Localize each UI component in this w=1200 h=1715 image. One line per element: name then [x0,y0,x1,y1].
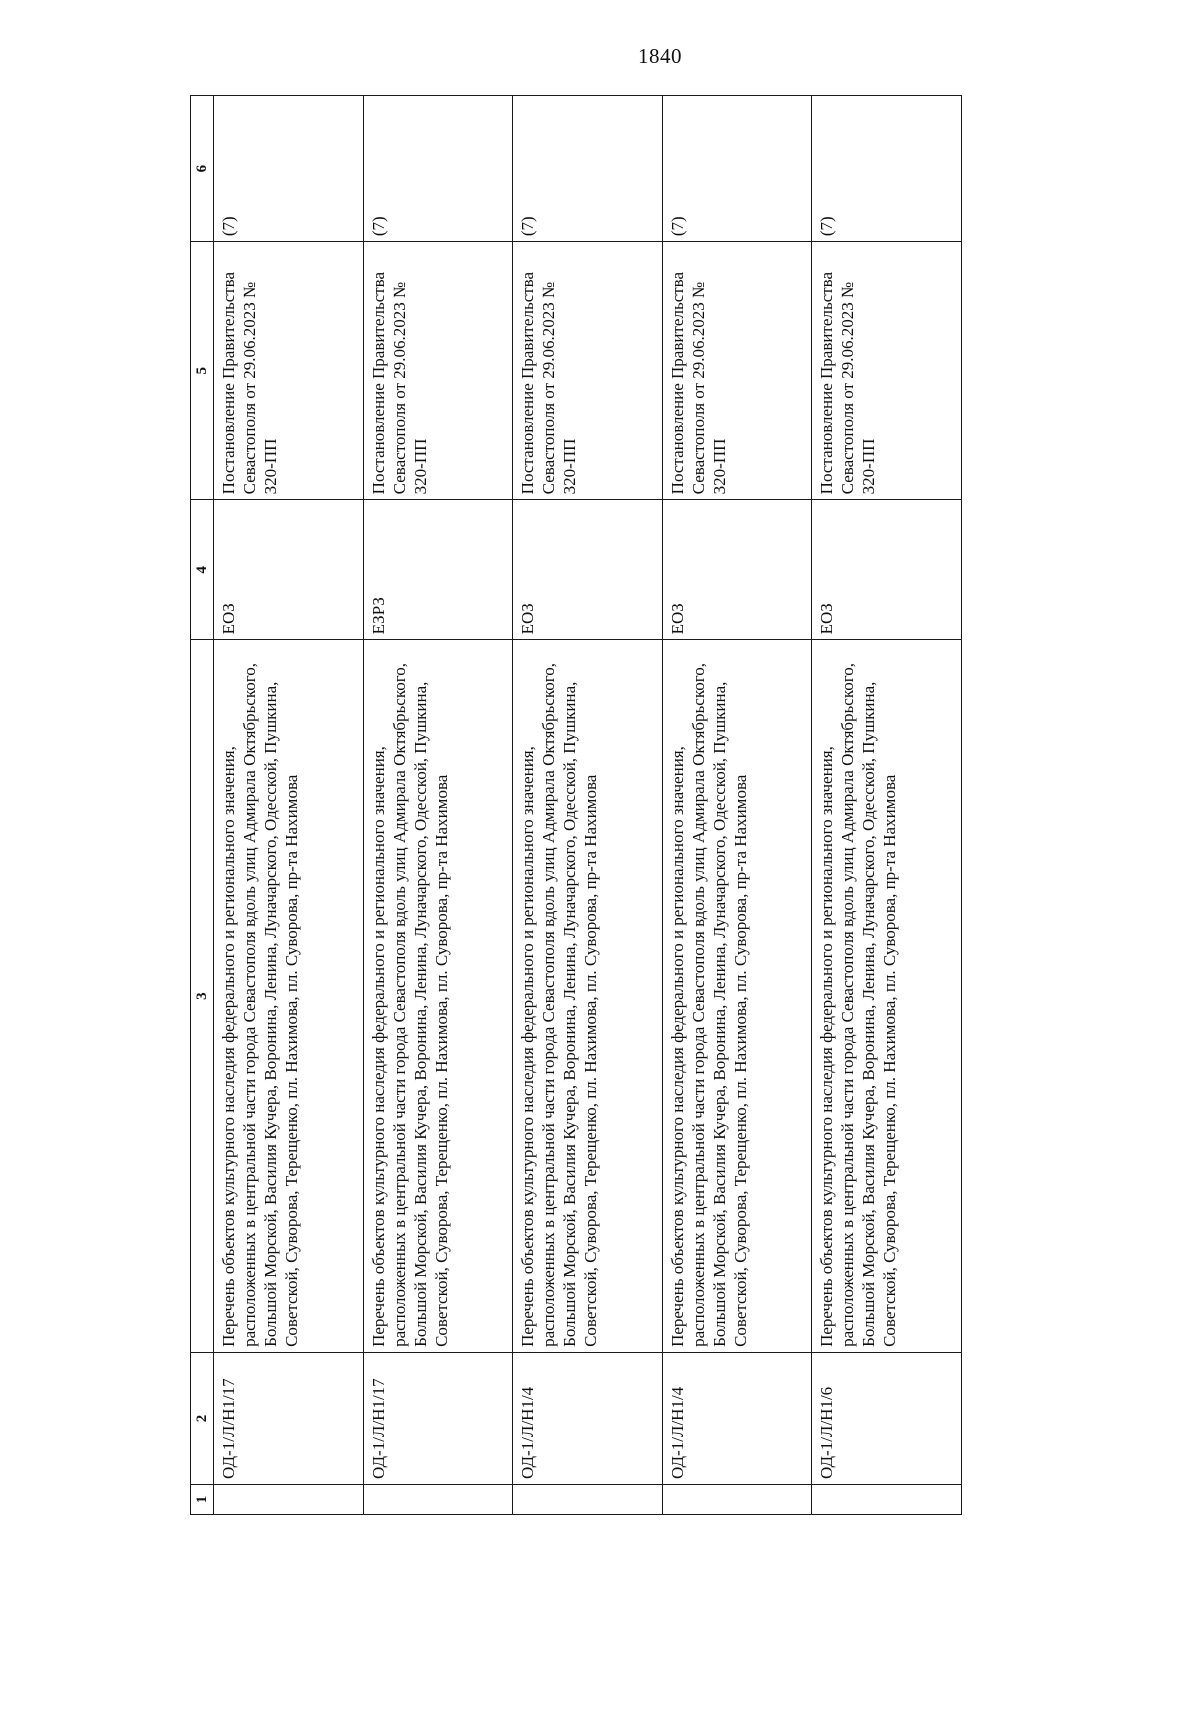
row-number-cell [513,1484,663,1514]
column-header-1: 1 [191,1484,214,1514]
legal-document-cell: Постановление Правительства Севастополя от 29.06.2023 № 320-ПП [363,242,513,500]
note-cell: (7) [214,96,364,242]
row-number-cell [662,1484,812,1514]
description-cell: Перечень объектов культурного наследия федерального и регионального значения, расположенных в центральной части города Севастополя вдоль улиц Адмирала Октябрьского, Большой Морской, Василия Кучера, Воронина, Ленина, Луначарского, Одесской, Пушкина, Советской, Суворова, Терещенко, пл. Нахимова, пл. Суворова, пр-та Нахимова [513,640,663,1353]
column-header-2: 2 [191,1352,214,1484]
register-table [190,95,962,1515]
description-cell: Перечень объектов культурного наследия федерального и регионального значения, расположенных в центральной части города Севастополя вдоль улиц Адмирала Октябрьского, Большой Морской, Василия Кучера, Воронина, Ленина, Луначарского, Одесской, Пушкина, Советской, Суворова, Терещенко, пл. Нахимова, пл. Суворова, пр-та Нахимова [812,640,962,1353]
column-header-3: 3 [191,640,214,1353]
protection-zone-cell: ЕОЗ [662,500,812,640]
protection-zone-cell: ЕОЗ [513,500,663,640]
column-header-6: 6 [191,96,214,242]
table-row [363,96,513,1515]
legal-document-cell: Постановление Правительства Севастополя от 29.06.2023 № 320-ПП [513,242,663,500]
note-cell: (7) [812,96,962,242]
protection-zone-cell: ЕЗРЗ [363,500,513,640]
zone-code-cell: ОД-1/Л/Н1/17 [214,1352,364,1484]
column-header-4: 4 [191,500,214,640]
zone-code-cell: ОД-1/Л/Н1/17 [363,1352,513,1484]
table-row [513,96,663,1515]
description-cell: Перечень объектов культурного наследия федерального и регионального значения, расположенных в центральной части города Севастополя вдоль улиц Адмирала Октябрьского, Большой Морской, Василия Кучера, Воронина, Ленина, Луначарского, Одесской, Пушкина, Советской, Суворова, Терещенко, пл. Нахимова, пл. Суворова, пр-та Нахимова [662,640,812,1353]
zone-code-cell: ОД-1/Л/Н1/6 [812,1352,962,1484]
table-row [214,96,364,1515]
protection-zone-cell: ЕОЗ [214,500,364,640]
table-row [812,96,962,1515]
page-number: 1840 [638,44,682,68]
legal-document-cell: Постановление Правительства Севастополя от 29.06.2023 № 320-ПП [214,242,364,500]
row-number-cell [812,1484,962,1514]
zone-code-cell: ОД-1/Л/Н1/4 [513,1352,663,1484]
note-cell: (7) [662,96,812,242]
row-number-cell [214,1484,364,1514]
row-number-cell [363,1484,513,1514]
legal-document-cell: Постановление Правительства Севастополя от 29.06.2023 № 320-ПП [662,242,812,500]
note-cell: (7) [363,96,513,242]
column-header-5: 5 [191,242,214,500]
table-container [190,95,962,1515]
zone-code-cell: ОД-1/Л/Н1/4 [662,1352,812,1484]
table-row [662,96,812,1515]
protection-zone-cell: ЕОЗ [812,500,962,640]
header-row [191,96,214,1515]
description-cell: Перечень объектов культурного наследия федерального и регионального значения, расположенных в центральной части города Севастополя вдоль улиц Адмирала Октябрьского, Большой Морской, Василия Кучера, Воронина, Ленина, Луначарского, Одесской, Пушкина, Советской, Суворова, Терещенко, пл. Нахимова, пл. Суворова, пр-та Нахимова [214,640,364,1353]
note-cell: (7) [513,96,663,242]
legal-document-cell: Постановление Правительства Севастополя от 29.06.2023 № 320-ПП [812,242,962,500]
description-cell: Перечень объектов культурного наследия федерального и регионального значения, расположенных в центральной части города Севастополя вдоль улиц Адмирала Октябрьского, Большой Морской, Василия Кучера, Воронина, Ленина, Луначарского, Одесской, Пушкина, Советской, Суворова, Терещенко, пл. Нахимова, пл. Суворова, пр-та Нахимова [363,640,513,1353]
